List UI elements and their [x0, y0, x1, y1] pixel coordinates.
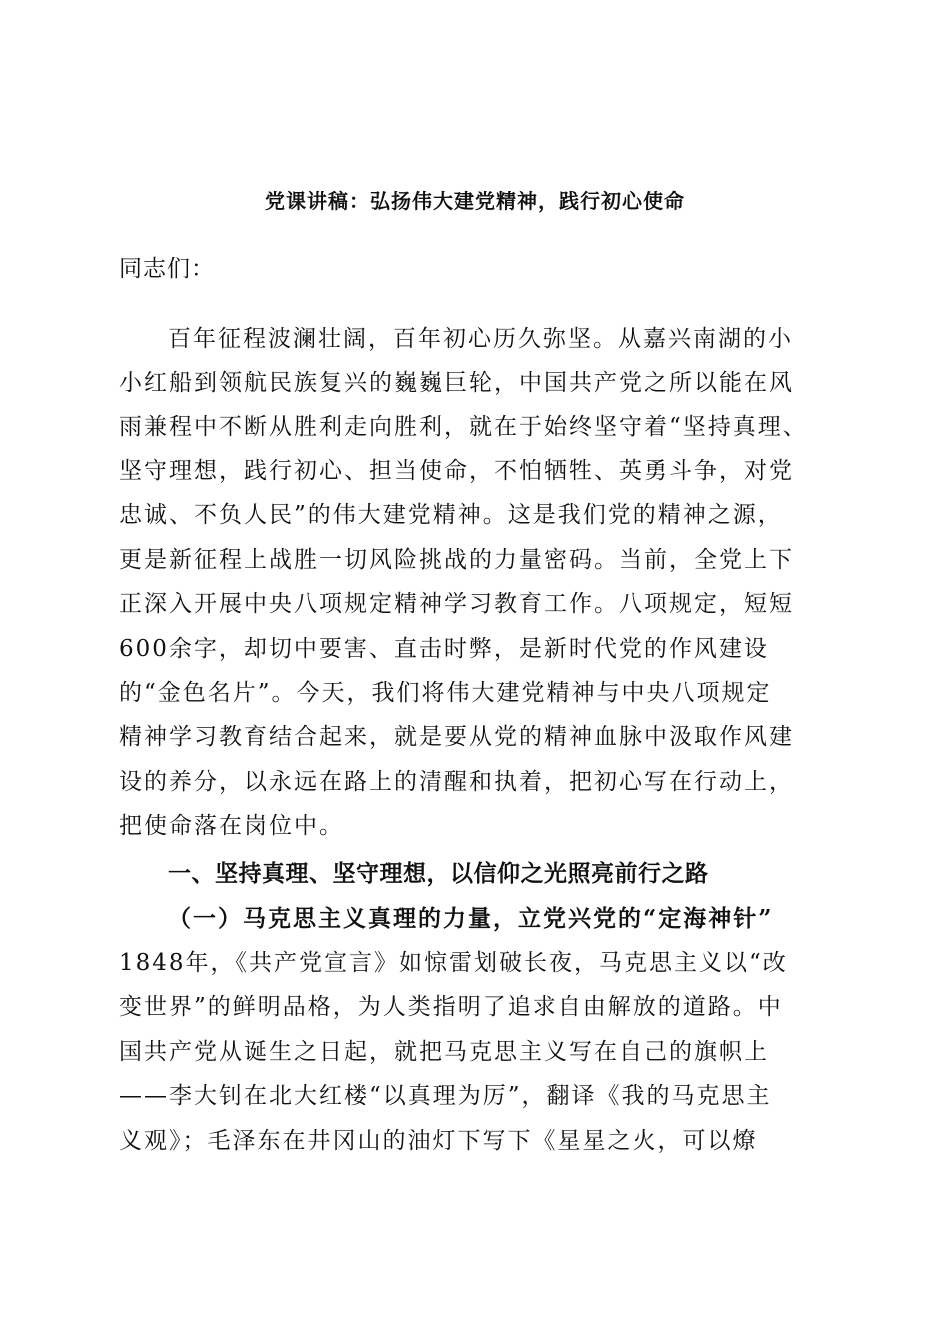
paragraph-1-line: 600余字，却切中要害、直击时弊，是新时代党的作风建设	[119, 636, 769, 662]
paragraph-1-line: 设的养分，以永远在路上的清醒和执着，把初心写在行动上，	[119, 769, 794, 795]
salutation: 同志们：	[119, 256, 215, 282]
paragraph-1-line: 小红船到领航民族复兴的巍巍巨轮，中国共产党之所以能在风	[119, 370, 794, 396]
paragraph-1-line: 坚守理想，践行初心、担当使命，不怕牺牲、英勇斗争，对党	[119, 458, 794, 484]
paragraph-2-line: 变世界”的鲜明品格，为人类指明了追求自由解放的道路。中	[119, 994, 783, 1020]
paragraph-1-line: 百年征程波澜壮阔，百年初心历久弥坚。从嘉兴南湖的小	[168, 326, 793, 352]
section-heading: 一、坚持真理、坚守理想，以信仰之光照亮前行之路	[168, 861, 709, 887]
paragraph-1-line: 更是新征程上战胜一切风险挑战的力量密码。当前，全党上下	[119, 547, 794, 573]
paragraph-1-line: 精神学习教育结合起来，就是要从党的精神血脉中汲取作风建	[119, 724, 794, 750]
subsection-heading: （一）马克思主义真理的力量，立党兴党的“定海神针”	[168, 905, 774, 932]
paragraph-2-line: 1848年，《共产党宣言》如惊雷划破长夜，马克思主义以“改	[119, 950, 788, 976]
paragraph-1-line: 把使命落在岗位中。	[119, 813, 344, 839]
paragraph-1-line: 的“金色名片”。今天，我们将伟大建党精神与中央八项规定	[119, 680, 772, 706]
paragraph-1-line: 正深入开展中央八项规定精神学习教育工作。八项规定，短短	[119, 591, 794, 617]
document-title: 党课讲稿：弘扬伟大建党精神，践行初心使命	[265, 189, 685, 213]
paragraph-1-line: 忠诚、不负人民”的伟大建党精神。这是我们党的精神之源，	[119, 502, 783, 528]
paragraph-2-line: 义观》；毛泽东在井冈山的油灯下写下《星星之火，可以燎	[119, 1128, 758, 1154]
paragraph-2-line: 国共产党从诞生之日起，就把马克思主义写在自己的旗帜上	[119, 1039, 769, 1065]
paragraph-1-line: 雨兼程中不断从胜利走向胜利，就在于始终坚守着“坚持真理、	[119, 414, 808, 440]
paragraph-2-line: ——李大钊在北大红楼“以真理为厉”，翻译《我的马克思主	[119, 1083, 772, 1109]
